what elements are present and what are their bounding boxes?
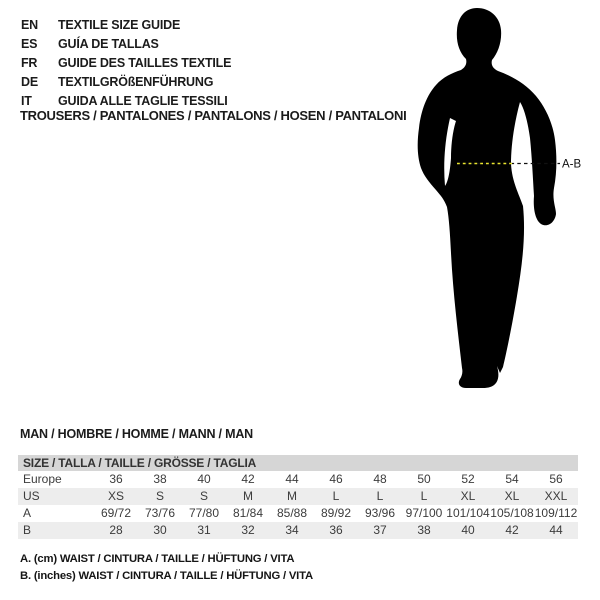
size-cell: 73/76: [144, 506, 176, 520]
size-cell: 54: [505, 472, 519, 486]
table-row-b: [18, 522, 578, 539]
table-row-europe: [18, 471, 578, 488]
size-cell: L: [420, 489, 428, 503]
size-cell: 42: [505, 523, 519, 537]
size-cell: 32: [241, 523, 255, 537]
size-cell: 48: [373, 472, 387, 486]
size-cell: L: [376, 489, 384, 503]
size-cell: 46: [329, 472, 343, 486]
size-cell: M: [287, 489, 297, 503]
size-cell: XL: [460, 489, 476, 503]
size-cell: 109/112: [534, 506, 578, 520]
language-label: TEXTILE SIZE GUIDE: [58, 17, 181, 32]
footnotes: [20, 551, 313, 585]
language-code: EN: [21, 17, 38, 32]
size-cell: 42: [241, 472, 255, 486]
size-cell: 85/88: [276, 506, 308, 520]
gender-title: MAN / HOMBRE / HOMME / MANN / MAN: [20, 427, 253, 441]
measure-label: A-B: [562, 158, 582, 171]
size-cell: 28: [109, 523, 123, 537]
size-cell: 50: [417, 472, 431, 486]
language-code: IT: [21, 93, 32, 108]
size-cell: 44: [285, 472, 299, 486]
man-silhouette: [418, 8, 557, 388]
size-cell: 81/84: [232, 506, 264, 520]
size-cell: 105/108: [490, 506, 534, 520]
footnote-b: B. (inches) WAIST / CINTURA / TAILLE / HÜFTUNG / VITA: [20, 570, 313, 582]
row-label: B: [23, 523, 32, 537]
language-code: DE: [21, 74, 38, 89]
size-cell: 36: [109, 472, 123, 486]
size-table: [18, 455, 578, 539]
size-cell: 36: [329, 523, 343, 537]
row-label: A: [23, 506, 32, 520]
table-row-us: [18, 488, 578, 505]
size-cell: 40: [461, 523, 475, 537]
language-label: GUIDA ALLE TAGLIE TESSILI: [58, 93, 228, 108]
size-cell: 97/100: [405, 506, 443, 520]
size-table-header: SIZE / TALLA / TAILLE / GRÖSSE / TAGLIA: [18, 455, 578, 471]
language-code: FR: [21, 55, 38, 70]
table-row-a: [18, 505, 578, 522]
size-cell: S: [199, 489, 208, 503]
size-table-body: [18, 471, 578, 539]
size-cell: 38: [417, 523, 431, 537]
size-cell: 40: [197, 472, 211, 486]
size-cell: XXL: [544, 489, 568, 503]
language-code: ES: [21, 36, 38, 51]
size-cell: M: [243, 489, 253, 503]
size-cell: 52: [461, 472, 475, 486]
size-cell: 44: [549, 523, 563, 537]
size-cell: S: [155, 489, 164, 503]
footnote-a: A. (cm) WAIST / CINTURA / TAILLE / HÜFTUNG / VITA: [20, 553, 295, 565]
size-cell: 37: [373, 523, 387, 537]
size-cell: L: [332, 489, 340, 503]
size-cell: 89/92: [320, 506, 352, 520]
size-cell: 34: [285, 523, 299, 537]
size-cell: 77/80: [188, 506, 220, 520]
size-cell: 93/96: [364, 506, 396, 520]
size-cell: 31: [197, 523, 211, 537]
size-cell: 30: [153, 523, 167, 537]
language-label: GUÍA DE TALLAS: [58, 36, 159, 51]
size-cell: XL: [504, 489, 520, 503]
garment-title: TROUSERS / PANTALONES / PANTALONS / HOSEN / PANTALONI: [20, 108, 407, 123]
size-cell: XS: [107, 489, 124, 503]
language-label: GUIDE DES TAILLES TEXTILE: [58, 55, 232, 70]
row-label: Europe: [23, 472, 62, 486]
size-cell: 69/72: [100, 506, 132, 520]
language-label: TEXTILGRÖßENFÜHRUNG: [58, 74, 214, 89]
size-cell: 56: [549, 472, 563, 486]
size-cell: 101/104: [446, 506, 490, 520]
row-label: US: [23, 489, 40, 503]
size-cell: 38: [153, 472, 167, 486]
